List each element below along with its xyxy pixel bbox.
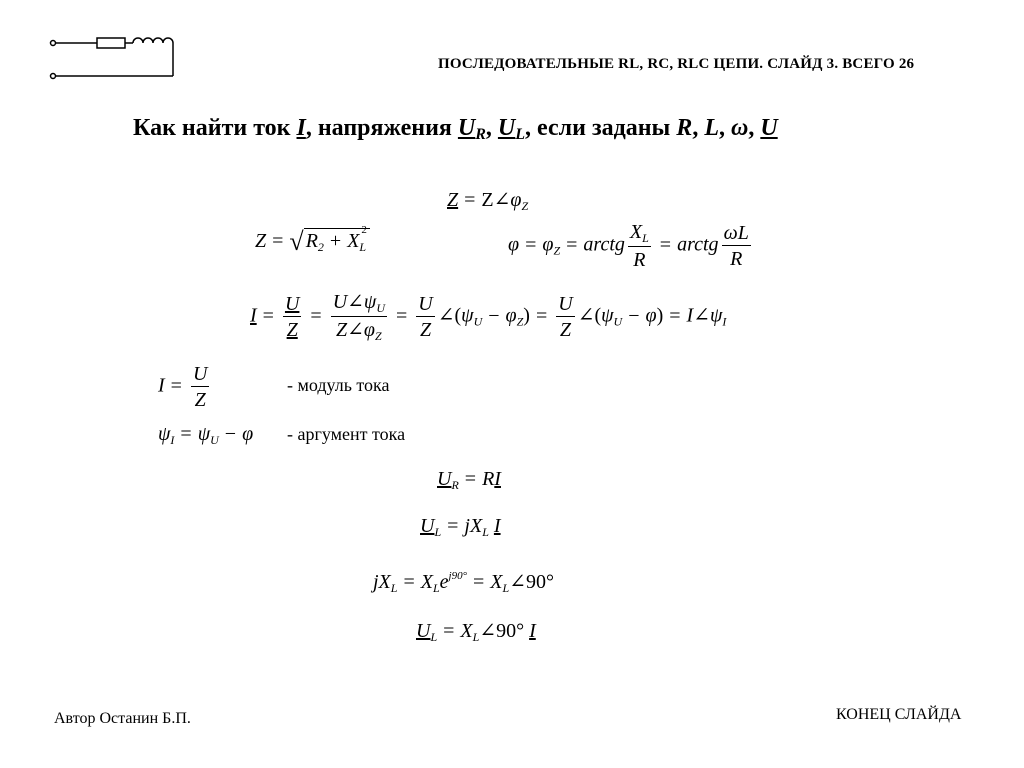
title-middle: , если заданы bbox=[525, 115, 671, 141]
circuit-logo-icon bbox=[45, 32, 180, 82]
title-u-symbol: U bbox=[760, 115, 778, 141]
title-comma-voltages: , напряжения bbox=[305, 115, 452, 141]
equation-inductor-voltage-polar: $U_L$ = $X_L\angle 90^\circ$ I bbox=[416, 620, 536, 644]
title-l-symbol: L bbox=[704, 115, 719, 141]
equation-resistor-voltage: $U_R$ = RI bbox=[437, 468, 501, 492]
equation-inductor-voltage: $U_L = jX_L$ I bbox=[420, 515, 501, 539]
title-ur-symbol: U bbox=[457, 115, 476, 141]
title-prefix: Как найти ток bbox=[133, 115, 291, 141]
equation-complex-current: I = $\frac{U}{Z}$ = $\frac{U\angle\psi_U}{Z\angle\varphi_Z}$ = $\frac{U}{Z}$ $\angle(\psi_U - \varphi_Z)$ = $\frac{U}{Z}$ $\angle(\psi_U - \varphi)$ = $I\angle\psi_I$ bbox=[250, 291, 727, 343]
title-ur-sub: R bbox=[475, 126, 486, 143]
label-current-argument: - аргумент тока bbox=[287, 424, 406, 444]
title-omega-symbol: ω bbox=[730, 115, 749, 141]
title-sep: , bbox=[485, 115, 492, 141]
slide-header: ПОСЛЕДОВАТЕЛЬНЫЕ RL, RC, RLC ЦЕПИ. СЛАЙД 3. ВСЕГО 26 bbox=[438, 56, 915, 72]
title-r-symbol: R bbox=[676, 115, 693, 141]
slide-title: Как найти ток I, напряжения UR, UL, если заданы R, L, ω, U bbox=[133, 115, 778, 143]
title-ul-sub: L bbox=[515, 126, 526, 143]
footer-end-slide: КОНЕЦ СЛАЙДА bbox=[836, 706, 962, 723]
equation-impedance-polar: $Z = Z\angle\varphi_Z$ bbox=[447, 189, 529, 213]
title-ul-symbol: U bbox=[497, 115, 516, 141]
equation-reactance-exponential: $jX_L = X_Le^{j90^\circ}$ = $X_L\angle 90^\circ$ bbox=[373, 570, 554, 595]
equation-impedance-modulus: Z = √ $R_2 + X_{L 2}$ bbox=[255, 228, 370, 255]
label-current-modulus: - модуль тока bbox=[287, 375, 390, 395]
equation-current-argument: $\psi_I = \psi_U - \varphi$ bbox=[158, 423, 254, 447]
equation-phase-angle: $\varphi = \varphi_Z$ = arctg $\frac{X_L}{R}$ = arctg $\frac{\omega L}{R}$ bbox=[508, 221, 749, 271]
footer-author: Автор Останин Б.П. bbox=[54, 710, 191, 727]
equation-current-modulus: I = $\frac{U}{Z}$ bbox=[158, 363, 208, 411]
title-current-symbol: I bbox=[296, 115, 306, 141]
